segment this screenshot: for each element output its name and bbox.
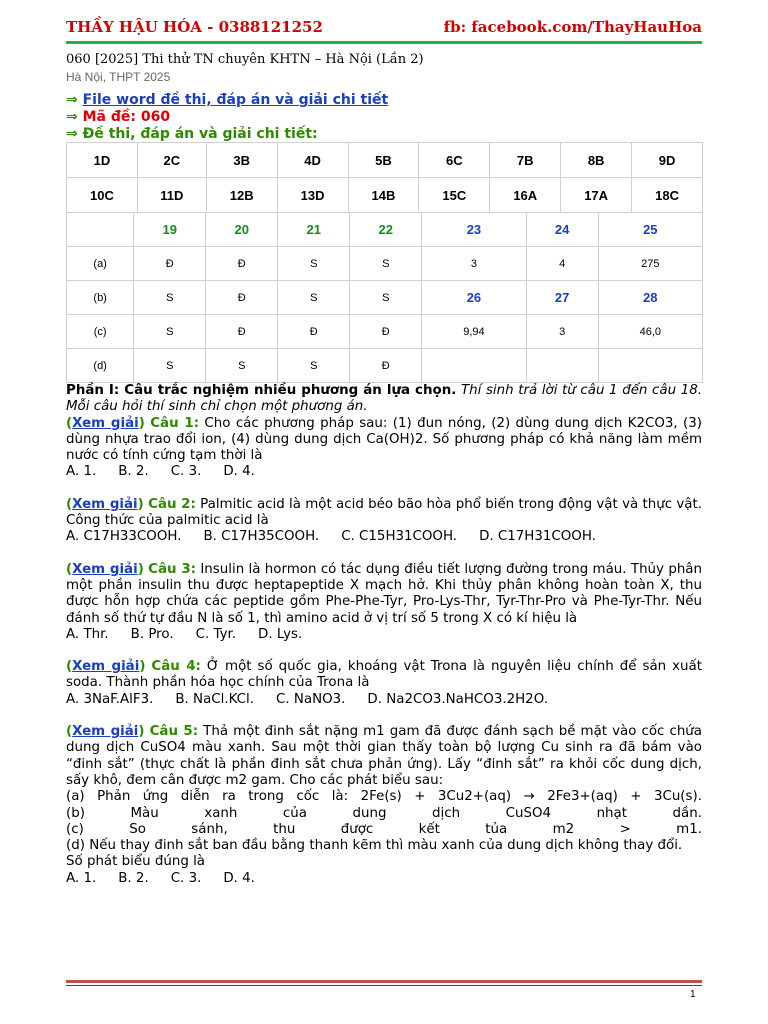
table-row [67,247,703,281]
question-text: Ở một số quốc gia, khoáng vật Trona là nguyên liệu chính để sản xuất soda. Thành phần hóa học chính của Trona là [66,659,702,691]
bullet-file-word [66,92,388,109]
question-1: (Xem giải) Câu 1: Cho các phương pháp sau: (1) đun nóng, (2) dùng dung dịch K2CO3, (3) dùng nhựa trao đổi ion, (4) dùng dung dịch Ca(OH)2. Số phương pháp có khả năng làm mềm nước có tính cứng tạm thời là [66,415,702,464]
answer-cell: 8B [561,143,632,178]
table-row [67,315,703,349]
facebook-link[interactable]: fb: facebook.com/ThayHauHoa [443,18,702,36]
question-text: Cho các phương pháp sau: (1) đun nóng, (2) dùng dung dịch K2CO3, (3) dùng nhựa trao đổi ion, (4) dùng dung dịch Ca(OH)2. Số phương pháp có khả năng làm mềm nước có tính cứng tạm thời là [66,415,702,464]
question-text: Thả một đinh sắt nặng m1 gam đã được đánh sạch bề mặt vào cốc chứa dung dịch CuSO4 màu xanh. Sau một thời gian thấy toàn bộ lượng Cu sinh ra đã bám vào “đinh sắt” (thực chất là phần đinh sắt chưa phản ứng). Lấy “đinh sắt” ra khỏi cốc dung dịch, sấy khô, đem cân được m2 gam. Cho các phát biểu sau: [66,724,703,788]
answer-cell: 12B [206,178,277,213]
answer-cell: S [134,281,206,315]
header-cell: 21 [278,213,350,247]
option-c: C. 3. [170,870,202,886]
footer-divider-thin [66,985,702,986]
answer-cell: 16A [490,178,561,213]
answer-cell: S [134,315,206,349]
question-options [66,529,702,545]
answer-cell: 9D [632,143,703,178]
answer-cell: Đ [206,281,278,315]
statement-d: (d) Nếu thay đinh sắt ban đầu bằng thanh kẽm thì màu xanh của dung dịch không thay đổi. [66,838,683,854]
header-cell: 22 [350,213,422,247]
header-cell: 19 [134,213,206,247]
option-d: D. Lys. [258,626,303,642]
option-b: B. C17H35COOH. [203,529,320,545]
answer-cell [422,349,526,383]
question-label: Câu 2: [148,496,196,512]
answer-cell: 15C [419,178,490,213]
solution-link[interactable]: Xem giải [72,496,138,512]
bullet-answers-title [66,126,388,143]
table-row [67,349,703,383]
answer-cell: 11D [137,178,206,213]
bullet-exam-code [66,109,388,126]
answer-cell: 1D [67,143,138,178]
row-label: (a) [67,247,134,281]
answers-title: Đề thi, đáp án và giải chi tiết: [82,126,318,142]
answer-cell: S [350,247,422,281]
answer-cell: 3B [206,143,277,178]
question-options [66,692,702,708]
part-heading [66,383,702,416]
arrow-right-icon: ⇒ [66,126,78,142]
arrow-right-icon: ⇒ [66,109,78,125]
table-row [67,143,703,178]
answer-cell: 3 [526,315,598,349]
answer-cell: Đ [350,349,422,383]
page-header [66,18,702,42]
question-label: Câu 5: [149,724,199,740]
page-number: 1 [690,989,696,1000]
option-a: A. Thr. [66,626,109,642]
answer-cell: 2C [137,143,206,178]
question-label: Câu 4: [151,659,201,675]
answer-cell: 17A [561,178,632,213]
info-bullets [66,92,388,143]
answer-cell: Đ [278,315,350,349]
option-a: A. C17H33COOH. [66,529,182,545]
option-b: B. 2. [118,464,149,480]
option-b: B. NaCl.KCl. [175,691,254,707]
option-b: B. 2. [118,870,149,886]
file-word-link[interactable]: File word đề thi, đáp án và giải chi tiết [82,92,389,108]
header-cell: 26 [422,281,526,315]
document-title: 060 [2025] Thi thử TN chuyên KHTN – Hà Nội (Lần 2) [66,52,424,67]
exam-code: Mã đề: 060 [82,109,171,125]
statement-b: (b) Màu xanh của dung dịch CuSO4 nhạt dần. [66,805,702,821]
answer-cell: 7B [490,143,561,178]
option-c: C. C15H31COOH. [341,529,458,545]
answer-cell: 5B [348,143,419,178]
document-subtitle: Hà Nội, THPT 2025 [66,70,171,84]
part-note: Thí sinh trả lời từ câu 1 đến câu 18. Mỗi câu hỏi thí sinh chỉ chọn một phương án. [66,383,702,415]
option-c: C. 3. [170,464,202,480]
solution-link[interactable]: Xem giải [72,561,138,577]
header-divider [66,41,702,44]
header-cell: 23 [422,213,526,247]
statement-a: (a) Phản ứng diễn ra trong cốc là: 2Fe(s) + 3Cu2+(aq) → 2Fe3+(aq) + 3Cu(s). [66,789,702,805]
option-d: D. 4. [223,870,255,886]
header-cell: 20 [206,213,278,247]
question-ask: Số phát biểu đúng là [66,854,206,870]
header-cell: 25 [598,213,702,247]
question-text: Insulin là hormon có tác dụng điều tiết lượng đường trong máu. Thủy phân một phần insulin thu được heptapeptide X mạch hở. Khi thủy phân không hoàn toàn X, thu được hỗn hợp chứa các peptide gồm Phe-Phe-Tyr, Pro-Lys-Thr, Tyr-Thr-Pro và Phe-Tyr-Thr. Nếu đánh số thứ tự đầu N là số 1, thì amino acid ở vị trí số 5 trong X có kí hiệu là [66,561,702,626]
question-label: Câu 1: [150,415,200,431]
mc-answer-table [66,142,703,213]
solution-link[interactable]: Xem giải [72,415,139,431]
question-2: (Xem giải) Câu 2: Palmitic acid là một acid béo bão hòa phổ biến trong động vật và thực vật. Công thức của palmitic acid là [66,496,703,529]
answer-cell: S [350,281,422,315]
table-row [67,281,703,315]
answer-cell: 4D [277,143,348,178]
question-4: (Xem giải) Câu 4: Ở một số quốc gia, khoáng vật Trona là nguyên liệu chính để sản xuất soda. Thành phần hóa học chính của Trona là [66,659,702,691]
header-cell: 24 [526,213,598,247]
arrow-right-icon: ⇒ [66,92,78,108]
answer-cell: S [278,349,350,383]
solution-link[interactable]: Xem giải [72,724,139,740]
header-cell: 28 [598,281,702,315]
option-a: A. 1. [66,464,97,480]
table-row [67,178,703,213]
question-5: (Xem giải) Câu 5: Thả một đinh sắt nặng m1 gam đã được đánh sạch bề mặt vào cốc chứa dung dịch CuSO4 màu xanh. Sau một thời gian thấy toàn bộ lượng Cu sinh ra đã bám vào “đinh sắt” (thực chất là phần đinh sắt chưa phản ứng). Lấy “đinh sắt” ra khỏi cốc dung dịch, sấy khô, đem cân được m2 gam. Cho các phát biểu sau: [66,724,703,788]
statement-c: (c) So sánh, thu được kết tủa m2 > m1. [66,821,702,837]
teacher-contact: THẦY HẬU HÓA - 0388121252 [66,18,323,36]
option-d: D. 4. [223,464,255,480]
answer-cell: 14B [348,178,419,213]
footer-divider [66,980,702,983]
answer-cell: 6C [419,143,490,178]
option-c: C. Tyr. [195,626,237,642]
option-a: A. 3NaF.AlF3. [66,691,154,707]
answer-cell: 46,0 [598,315,702,349]
answer-cell: 13D [277,178,348,213]
header-cell [67,213,134,247]
row-label: (b) [67,281,134,315]
option-c: C. NaNO3. [275,691,346,707]
answer-cell: S [278,247,350,281]
part-title: Phần I: Câu trắc nghiệm nhiều phương án lựa chọn. [66,383,457,398]
tf-answer-table [66,212,703,383]
answer-cell: Đ [206,315,278,349]
answer-cell: S [206,349,278,383]
question-3: (Xem giải) Câu 3: Insulin là hormon có tác dụng điều tiết lượng đường trong máu. Thủy phân một phần insulin thu được heptapeptide X mạch hở. Khi thủy phân không hoàn toàn X, thu được hỗn hợp chứa các peptide gồm Phe-Phe-Tyr, Pro-Lys-Thr, Tyr-Thr-Pro và Phe-Tyr-Thr. Nếu đánh số thứ tự đầu N là số 1, thì amino acid ở vị trí số 5 trong X có kí hiệu là [66,561,702,626]
question-options [66,871,702,887]
row-label: (c) [67,315,134,349]
answer-cell: Đ [206,247,278,281]
option-d: D. C17H31COOH. [479,529,596,545]
option-d: D. Na2CO3.NaHCO3.2H2O. [367,691,548,707]
answer-cell: S [134,349,206,383]
table-header-row [67,213,703,247]
answer-cell: S [278,281,350,315]
answer-cell: 18C [632,178,703,213]
answer-cell: 4 [526,247,598,281]
question-options [66,627,702,643]
answer-cell: Đ [134,247,206,281]
option-a: A. 1. [66,870,97,886]
question-options [66,464,702,480]
question-label: Câu 3: [148,561,196,577]
document-school: THPT 2025 [109,70,171,84]
answer-cell: Đ [350,315,422,349]
exam-content [66,383,702,887]
document-location: Hà Nội [66,70,103,84]
answer-cell [598,349,702,383]
answer-cell: 275 [598,247,702,281]
answer-cell: 3 [422,247,526,281]
answer-cell: 10C [67,178,138,213]
option-b: B. Pro. [130,626,174,642]
row-label: (d) [67,349,134,383]
solution-link[interactable]: Xem giải [72,659,140,675]
header-cell: 27 [526,281,598,315]
answer-cell [526,349,598,383]
question-text: Palmitic acid là một acid béo bão hòa phổ biến trong động vật và thực vật. Công thức của palmitic acid là [66,496,703,529]
answer-cell: 9,94 [422,315,526,349]
